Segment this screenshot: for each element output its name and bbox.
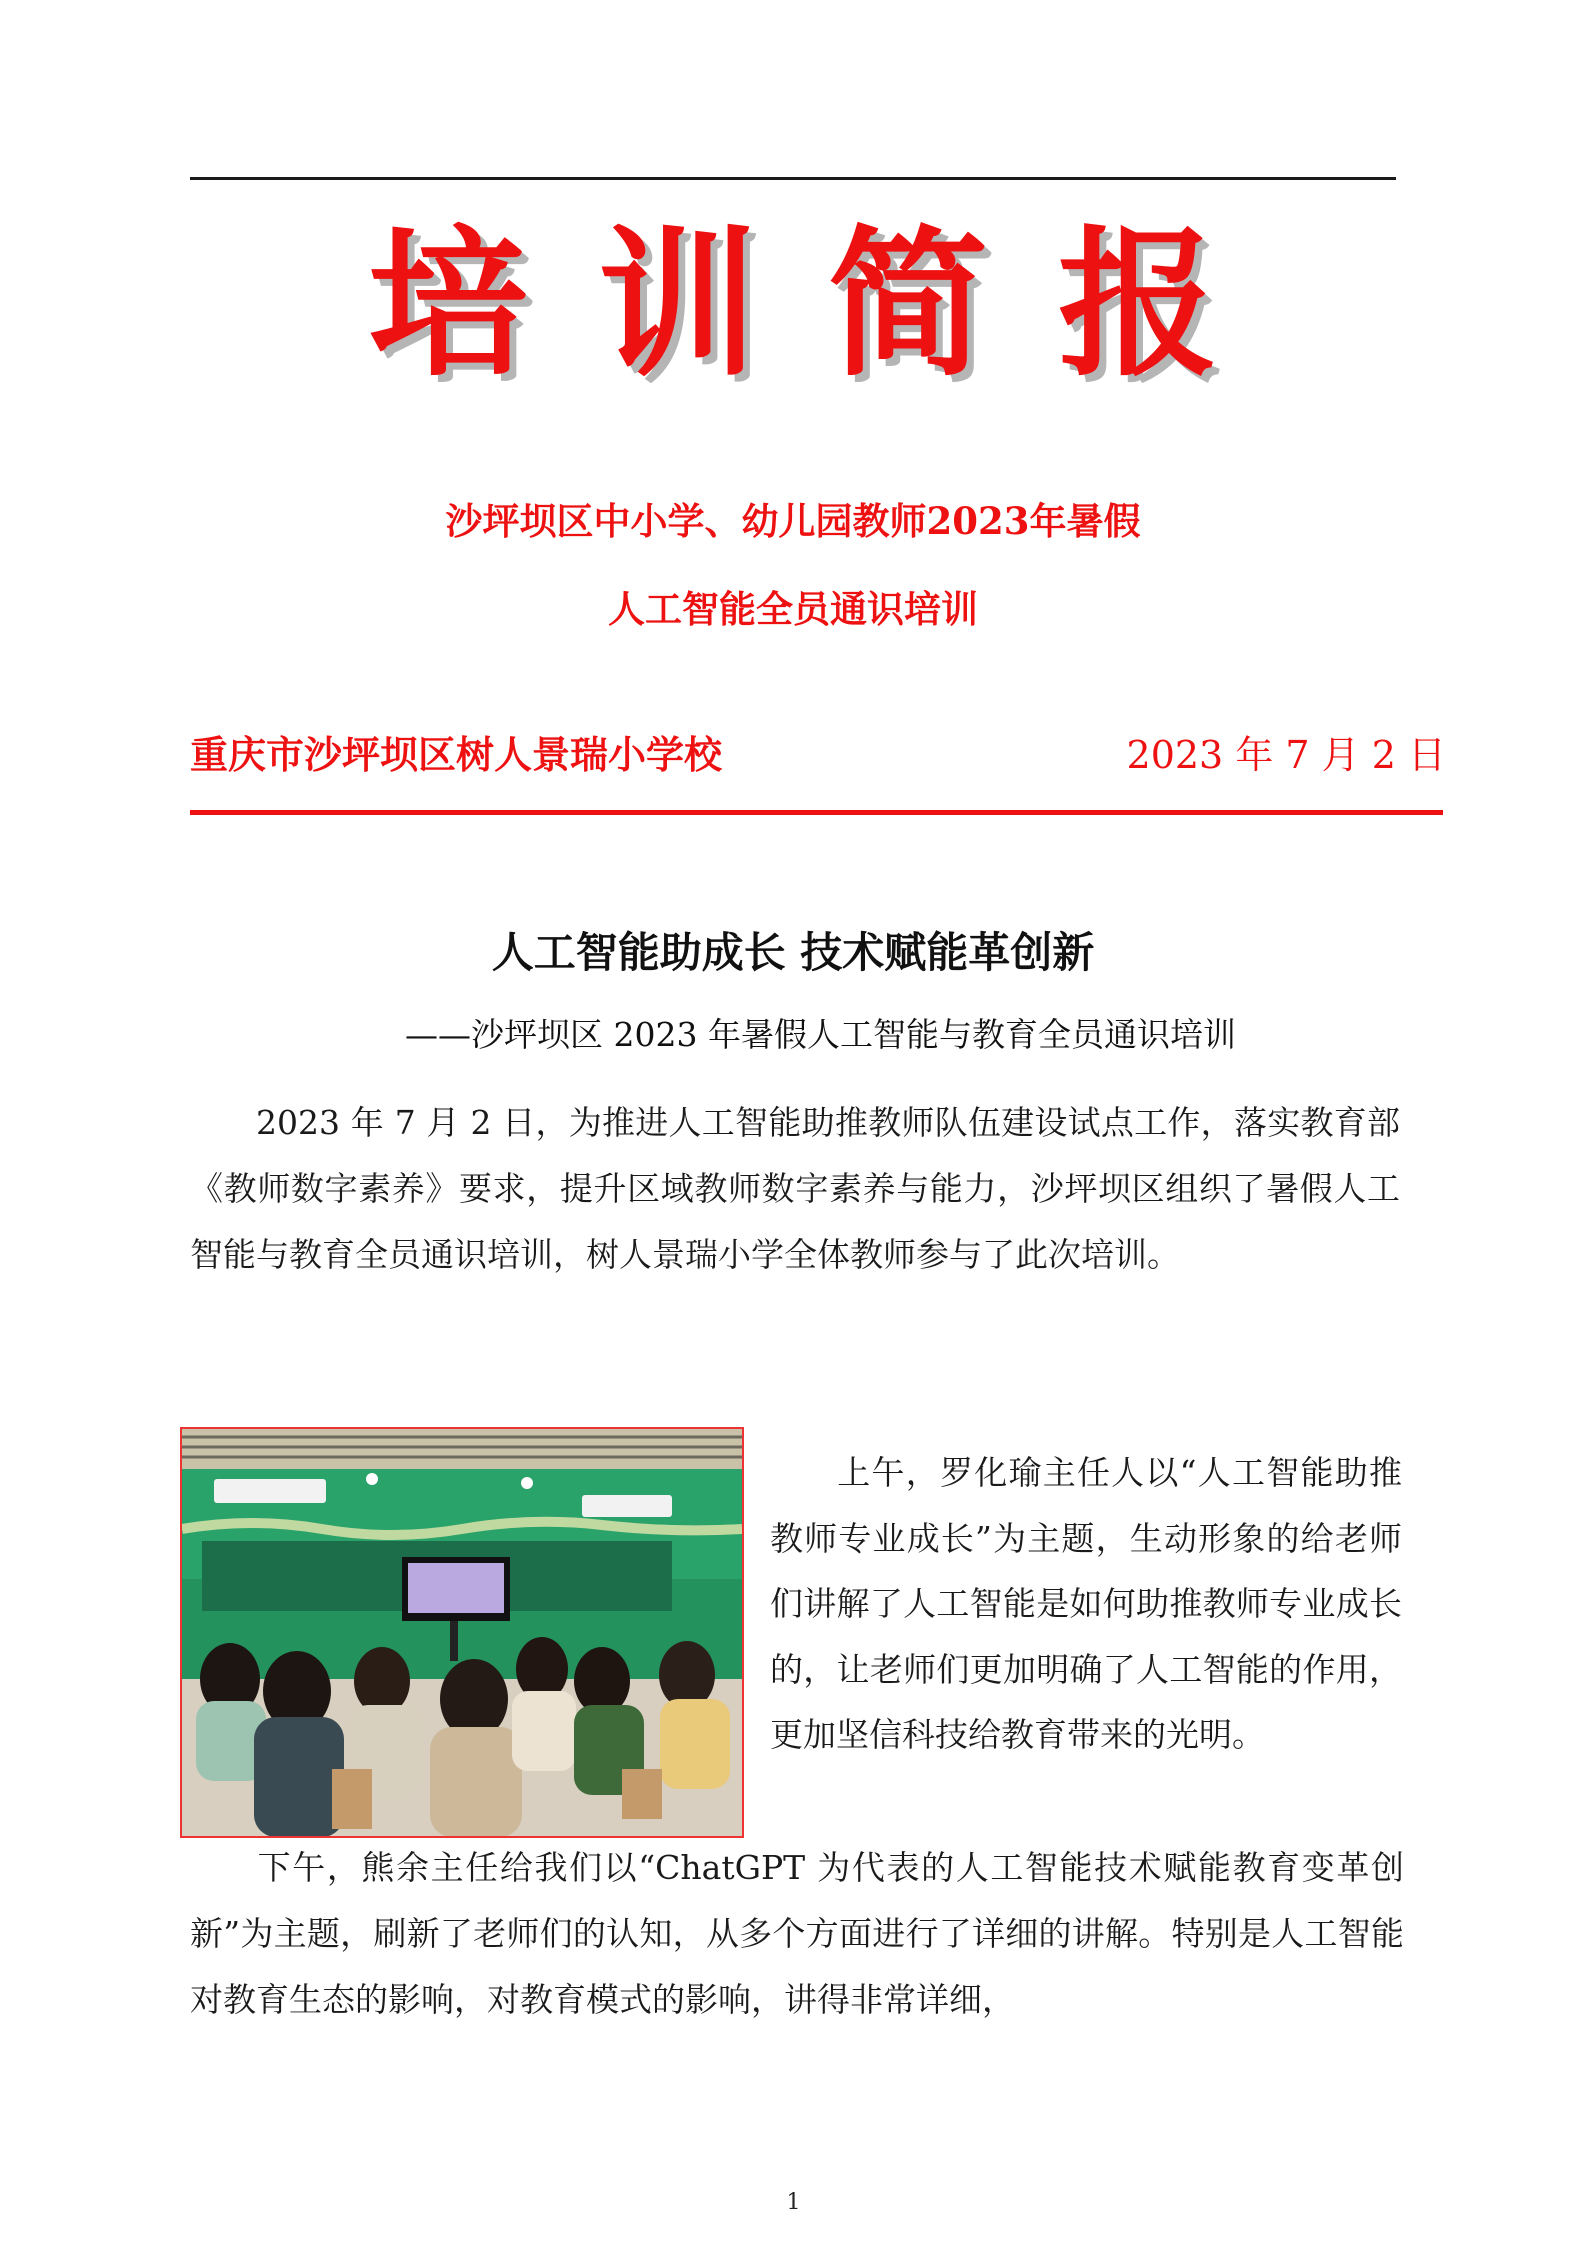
school-name: 重庆市沙坪坝区树人景瑞小学校 — [190, 732, 723, 777]
paragraph-morning-text: 上午，罗化瑜主任人以“人工智能助推教师专业成长”为主题，生动形象的给老师们讲解了人工智能是如何助推教师专业成长的，让老师们更加明确了人工智能的作用，更加坚信科技给教育带来的光明。 — [770, 1453, 1402, 1754]
paragraph-morning — [770, 1440, 1402, 1768]
paragraph-intro-text: 2023 年 7 月 2 日，为推进人工智能助推教师队伍建设试点工作，落实教育部《教师数字素养》要求，提升区域教师数字素养与能力，沙坪坝区组织了暑假人工智能与教育全员通识培训，树人景瑞小学全体教师参与了此次培训。 — [190, 1103, 1400, 1274]
paragraph-afternoon — [190, 1835, 1404, 2033]
top-rule — [190, 177, 1396, 180]
masthead-title: 培训简报 — [367, 211, 1288, 398]
issue-date: 2023 年 7 月 2 日 — [1126, 733, 1446, 777]
article-subtitle: ——沙坪坝区 2023 年暑假人工智能与教育全员通识培训 — [405, 1015, 1236, 1054]
paragraph-intro — [190, 1090, 1400, 1288]
red-divider — [190, 810, 1443, 815]
article-title: 人工智能助成长 技术赋能革创新 — [491, 928, 1095, 977]
page-number: 1 — [786, 2190, 801, 2215]
paragraph-afternoon-text: 下午，熊余主任给我们以“ChatGPT 为代表的人工智能技术赋能教育变革创新”为主题，刷新了老师们的认知，从多个方面进行了详细的讲解。特别是人工智能对教育生态的影响，对教育模式的影响，讲得非常详细， — [190, 1848, 1404, 2019]
training-photo — [180, 1427, 744, 1838]
subtitle-line-1: 沙坪坝区中小学、幼儿园教师2023年暑假 — [445, 499, 1141, 543]
subtitle-line-2: 人工智能全员通识培训 — [608, 587, 978, 631]
